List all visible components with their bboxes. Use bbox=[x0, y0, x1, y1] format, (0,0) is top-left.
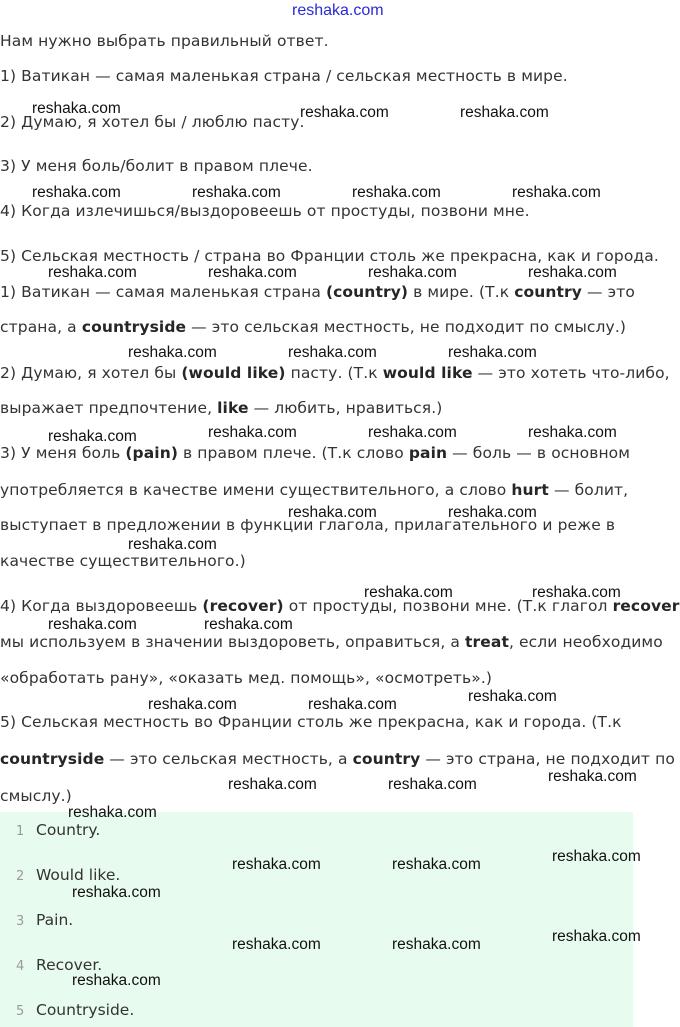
watermark-text: reshaka.com bbox=[468, 688, 557, 705]
explanation-text: — болит, bbox=[548, 481, 629, 499]
explanation-keyword: country bbox=[352, 750, 421, 768]
watermark-text: reshaka.com bbox=[32, 100, 121, 117]
watermark-text: reshaka.com bbox=[232, 936, 321, 953]
explanation-keyword: recover bbox=[612, 597, 680, 615]
watermark-text: reshaka.com bbox=[228, 776, 317, 793]
watermark-text: reshaka.com bbox=[552, 848, 641, 865]
watermark-text: reshaka.com bbox=[68, 804, 157, 821]
explanation-keyword: (would like) bbox=[181, 364, 286, 382]
explanation-keyword: treat bbox=[465, 633, 509, 651]
explanation-text: — это страна, не подходит по bbox=[420, 750, 675, 768]
watermark-text: reshaka.com bbox=[448, 504, 537, 521]
explanation-text: , если необходимо bbox=[508, 633, 663, 651]
explanation-line bbox=[0, 632, 663, 652]
task-item: 5) Сельская местность / страна во Франции столь же прекрасна, как и города. bbox=[0, 247, 659, 265]
watermark-text: reshaka.com bbox=[352, 184, 441, 201]
watermark-text: reshaka.com bbox=[192, 184, 281, 201]
explanation-text: выступает в предложении в функции глагола, прилагательного и реже в bbox=[0, 516, 616, 534]
explanation-keyword: country bbox=[514, 283, 582, 301]
explanation-line bbox=[0, 363, 670, 383]
explanation-text: мы используем в значении выздороветь, оправиться, а bbox=[0, 633, 466, 651]
answer-text: Would like. bbox=[36, 866, 121, 884]
explanation-text: страна, а bbox=[0, 318, 82, 336]
watermark-text: reshaka.com bbox=[48, 428, 137, 445]
explanation-keyword: like bbox=[217, 399, 249, 417]
watermark-text: reshaka.com bbox=[148, 696, 237, 713]
answers-block bbox=[0, 812, 633, 1027]
explanation-text: употребляется в качестве имени существительного, а слово bbox=[0, 481, 512, 499]
explanation-keyword: countryside bbox=[0, 750, 105, 768]
watermark-text: reshaka.com bbox=[300, 104, 389, 121]
watermark-text: reshaka.com bbox=[128, 536, 217, 553]
watermark-text: reshaka.com bbox=[548, 768, 637, 785]
explanation-text: смыслу.) bbox=[0, 787, 72, 805]
watermark-text: reshaka.com bbox=[72, 972, 161, 989]
explanation-keyword: would like bbox=[382, 364, 473, 382]
explanation-text: — любить, нравиться.) bbox=[248, 399, 443, 417]
explanation-text: «обработать рану», «оказать мед. помощь», «осмотреть».) bbox=[0, 669, 493, 687]
watermark-text: reshaka.com bbox=[512, 184, 601, 201]
answer-item bbox=[16, 910, 73, 932]
explanation-keyword: countryside bbox=[81, 318, 187, 336]
watermark-text: reshaka.com bbox=[232, 856, 321, 873]
answer-text: Pain. bbox=[36, 911, 74, 929]
watermark-text: reshaka.com bbox=[528, 264, 617, 281]
explanation-keyword: (pain) bbox=[125, 444, 179, 462]
watermark-text: reshaka.com bbox=[368, 424, 457, 441]
explanation-line bbox=[0, 668, 492, 688]
task-item: 4) Когда излечишься/выздоровеешь от простуды, позвони мне. bbox=[0, 202, 530, 220]
explanation-text: — это bbox=[581, 283, 635, 301]
answer-number: 4 bbox=[16, 959, 25, 974]
explanation-text: пасту. (Т.к bbox=[285, 364, 383, 382]
answer-text: Countryside. bbox=[36, 1001, 135, 1019]
explanation-text: качестве существительного.) bbox=[0, 552, 246, 570]
explanation-line bbox=[0, 317, 626, 337]
task-item: 3) У меня боль/болит в правом плече. bbox=[0, 157, 313, 175]
watermark-text: reshaka.com bbox=[308, 696, 397, 713]
explanation-text: выражает предпочтение, bbox=[0, 399, 218, 417]
explanation-keyword: hurt bbox=[511, 481, 549, 499]
answer-item bbox=[16, 820, 100, 842]
answer-text: Country. bbox=[36, 821, 101, 839]
task-intro: Нам нужно выбрать правильный ответ. bbox=[0, 32, 329, 50]
answer-number: 1 bbox=[16, 824, 25, 839]
watermark-text: reshaka.com bbox=[208, 264, 297, 281]
explanation-text: от простуды, позвони мне. (Т.к глагол bbox=[283, 597, 613, 615]
explanation-text: 1) Ватикан — самая маленькая страна bbox=[0, 283, 326, 301]
watermark-text: reshaka.com bbox=[460, 104, 549, 121]
explanation-text: — боль — в основном bbox=[447, 444, 631, 462]
watermark-text: reshaka.com bbox=[392, 936, 481, 953]
explanation-line bbox=[0, 398, 442, 418]
explanation-line bbox=[0, 712, 622, 732]
explanation-text: в мире. (Т.к bbox=[408, 283, 515, 301]
watermark-text: reshaka.com bbox=[388, 776, 477, 793]
watermark-text: reshaka.com bbox=[204, 616, 293, 633]
explanation-keyword: pain bbox=[408, 444, 448, 462]
watermark-text: reshaka.com bbox=[128, 344, 217, 361]
explanation-line bbox=[0, 443, 630, 463]
explanation-text: 5) Сельская местность во Франции столь же прекрасна, как и города. (Т.к bbox=[0, 713, 622, 731]
watermark-text: reshaka.com bbox=[32, 184, 121, 201]
answer-item bbox=[16, 1000, 134, 1022]
watermark-text: reshaka.com bbox=[532, 584, 621, 601]
watermark-text: reshaka.com bbox=[288, 504, 377, 521]
watermark-text: reshaka.com bbox=[528, 424, 617, 441]
watermark-text: reshaka.com bbox=[368, 264, 457, 281]
explanation-line bbox=[0, 551, 246, 571]
watermark-text: reshaka.com bbox=[288, 344, 377, 361]
explanation-text: в правом плече. (Т.к слово bbox=[178, 444, 409, 462]
explanation-keyword: (recover) bbox=[202, 597, 284, 615]
watermark-text: reshaka.com bbox=[448, 344, 537, 361]
answer-number: 3 bbox=[16, 914, 25, 929]
explanation-text: — это хотеть что-либо, bbox=[472, 364, 670, 382]
watermark-text: reshaka.com bbox=[208, 424, 297, 441]
watermark-text: reshaka.com bbox=[364, 584, 453, 601]
task-item: 2) Думаю, я хотел бы / люблю пасту. bbox=[0, 113, 305, 131]
answer-number: 2 bbox=[16, 869, 25, 884]
explanation-line bbox=[0, 480, 628, 500]
watermark-text: reshaka.com bbox=[392, 856, 481, 873]
watermark-text: reshaka.com bbox=[48, 616, 137, 633]
explanation-line bbox=[0, 786, 72, 806]
answer-number: 5 bbox=[16, 1004, 25, 1019]
explanation-line bbox=[0, 282, 635, 302]
explanation-text: 4) Когда выздоровеешь bbox=[0, 597, 203, 615]
answer-text: Recover. bbox=[36, 956, 103, 974]
explanation-text: — это сельская местность, а bbox=[104, 750, 353, 768]
watermark-text: reshaka.com bbox=[48, 264, 137, 281]
explanation-text: — это сельская местность, не подходит по смыслу.) bbox=[186, 318, 627, 336]
explanation-line bbox=[0, 749, 675, 769]
watermark-text: reshaka.com bbox=[552, 928, 641, 945]
explanation-text: 3) У меня боль bbox=[0, 444, 126, 462]
site-watermark-header: reshaka.com bbox=[292, 2, 384, 19]
explanation-keyword: (country) bbox=[325, 283, 409, 301]
watermark-text: reshaka.com bbox=[72, 884, 161, 901]
task-item: 1) Ватикан — самая маленькая страна / сельская местность в мире. bbox=[0, 67, 568, 85]
explanation-text: 2) Думаю, я хотел бы bbox=[0, 364, 182, 382]
